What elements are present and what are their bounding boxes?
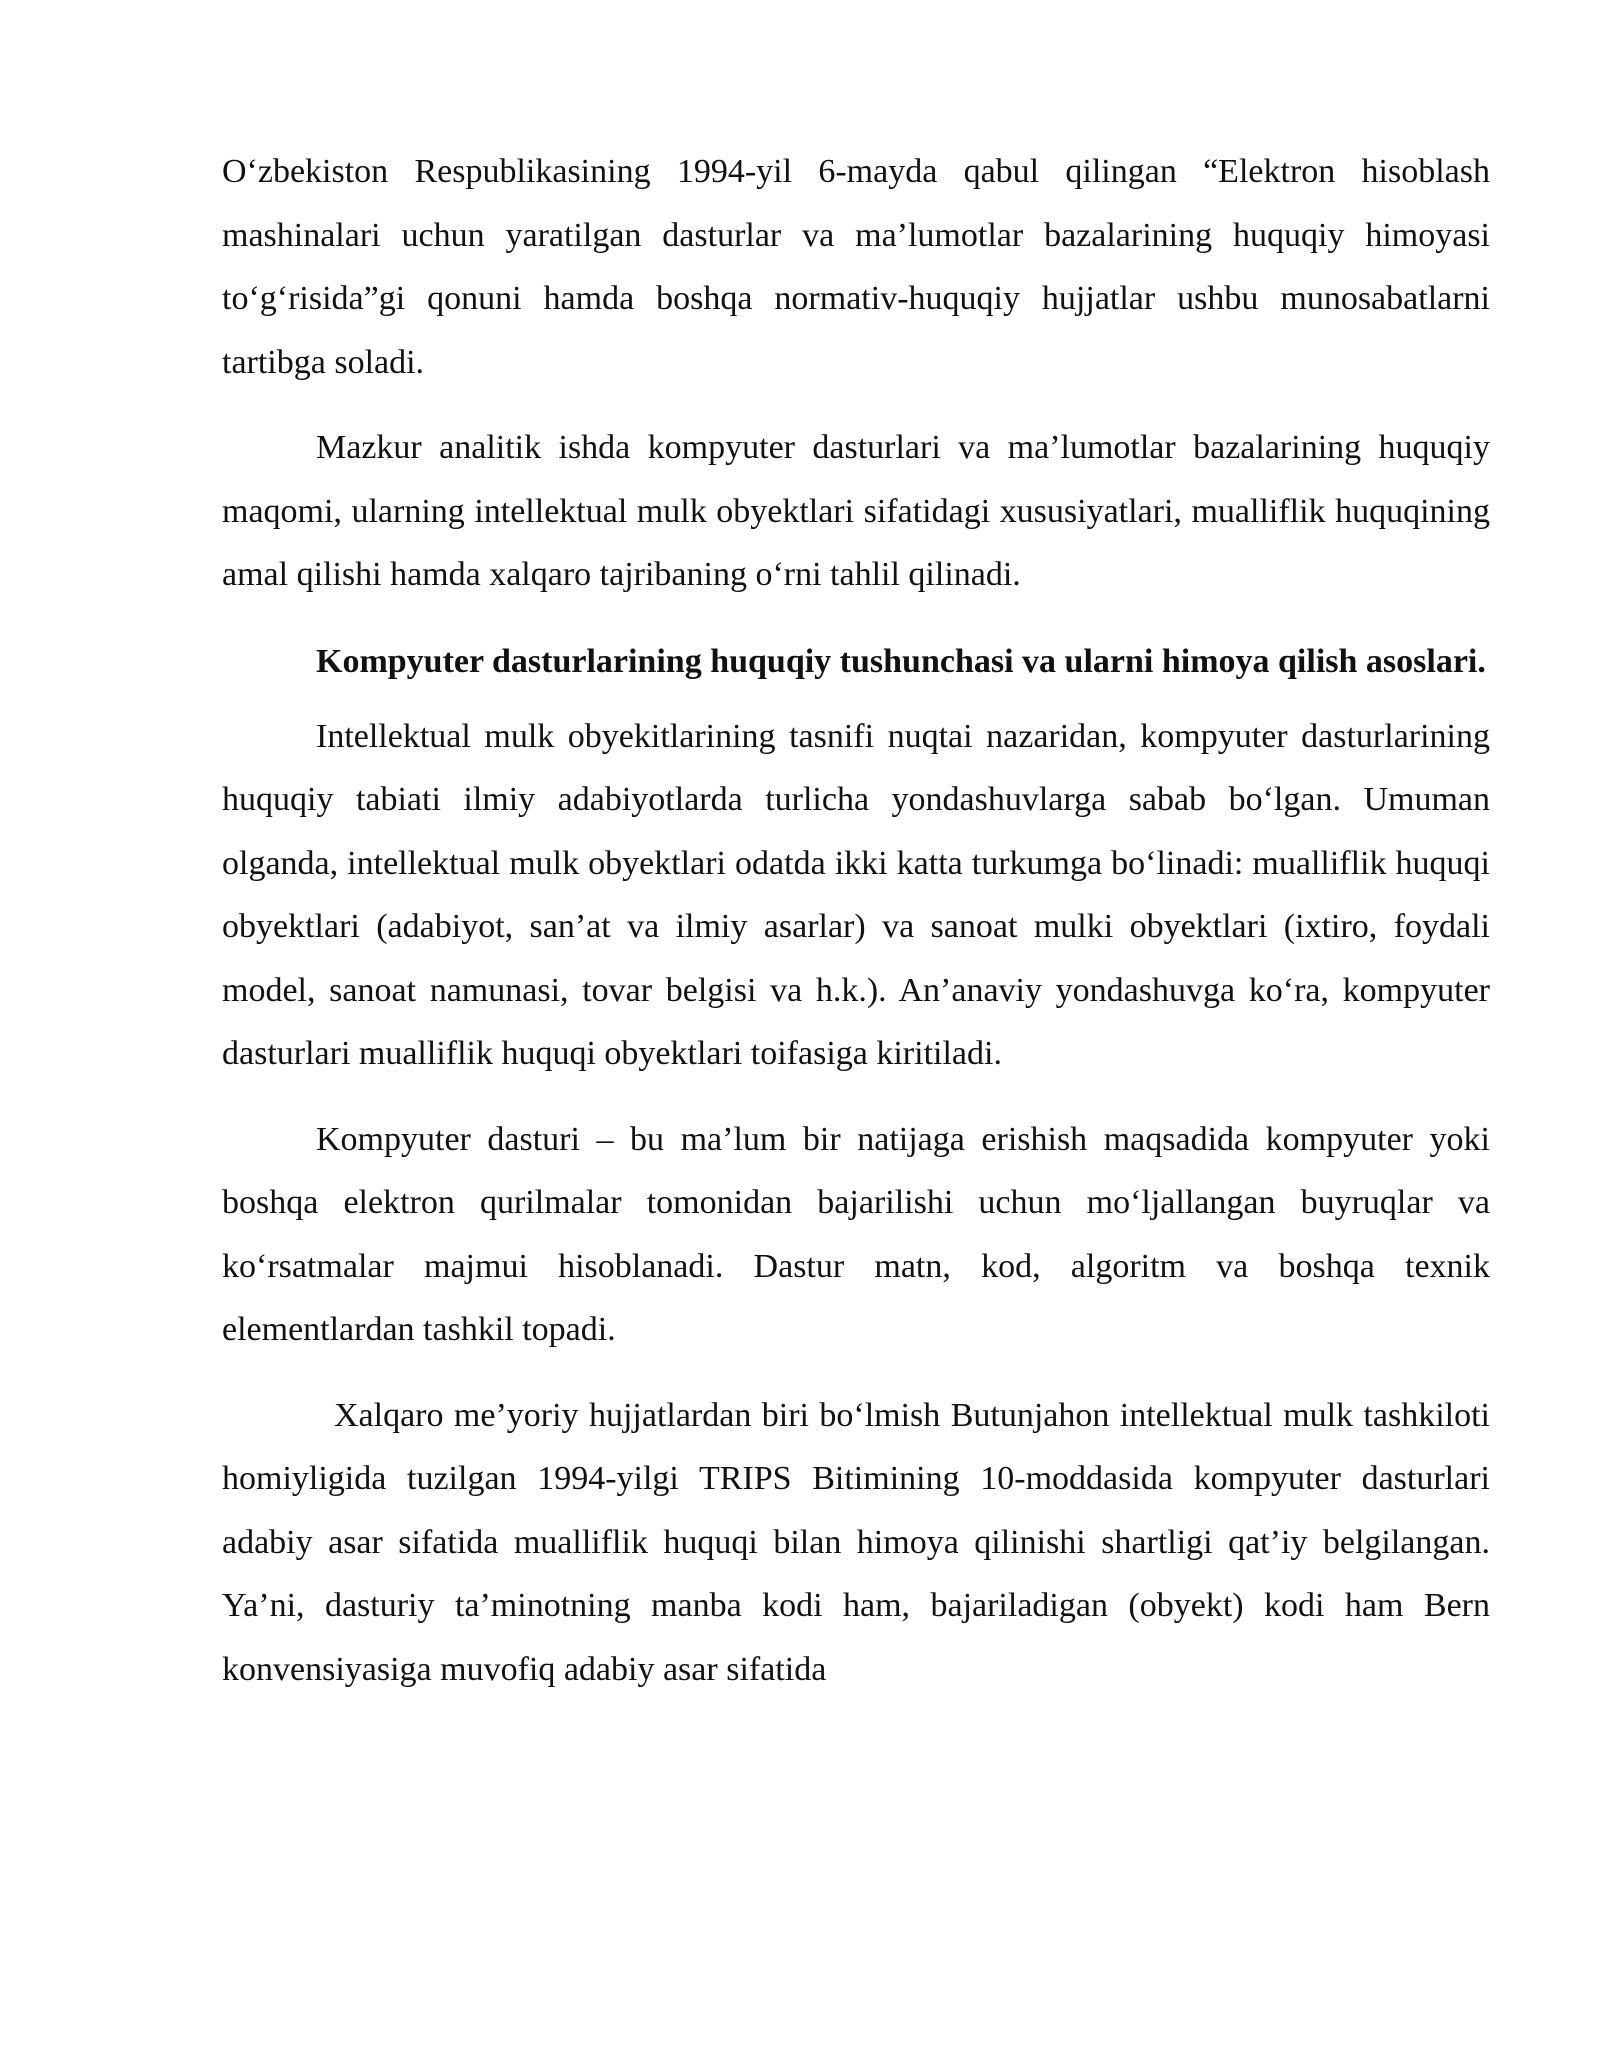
paragraph-law-reference: O‘zbekiston Respublikasining 1994-yil 6-mayda qabul qilingan “Elektron hisoblash mashinalari uchun yaratilgan dasturlar va ma’lumotlar bazalarining huquqiy himoyasi to‘g‘risida”gi qonuni hamda boshqa normativ-huquqiy hujjatlar ushbu munosabatlarni tartibga soladi.	[222, 153, 1490, 381]
paragraph-ip-classification: Intellektual mulk obyekitlarining tasnifi nuqtai nazaridan, kompyuter dasturlarining huquqiy tabiati ilmiy adabiyotlarda turlicha yondashuvlarga sabab bo‘lgan. Umuman olganda, intellektual mulk obyektlari odatda ikki katta turkumga bo‘linadi: mualliflik huquqi obyektlari (adabiyot, san’at va ilmiy asarlar) va sanoat mulki obyektlari (ixtiro, foydali model, sanoat namunasi, tovar belgisi va h.k.). An’anaviy yondashuvga ko‘ra, kompyuter dasturlari mualliflik huquqi obyektlari toifasiga kiritiladi.	[222, 717, 1490, 1072]
paragraph-program-definition: Kompyuter dasturi – bu ma’lum bir natijaga erishish maqsadida kompyuter yoki boshqa elektron qurilmalar tomonidan bajarilishi uchun mo‘ljallangan buyruqlar va ko‘rsatmalar majmui hisoblanadi. Dastur matn, kod, algoritm va boshqa texnik elementlardan tashkil topadi.	[222, 1120, 1490, 1348]
paragraph-trips-agreement: Xalqaro me’yoriy hujjatlardan biri bo‘lmish Butunjahon intellektual mulk tashkiloti homiyligida tuzilgan 1994-yilgi TRIPS Bitimining 10-moddasida kompyuter dasturlari adabiy asar sifatida mualliflik huquqi bilan himoya qilinishi shartligi qat’iy belgilangan. Ya’ni, dasturiy ta’minotning manba kodi ham, bajariladigan (obyekt) kodi ham Bern konvensiyasiga muvofiq adabiy asar sifatida	[222, 1396, 1490, 1688]
document-page	[222, 140, 1490, 1723]
paragraph-analysis-scope: Mazkur analitik ishda kompyuter dasturlari va ma’lumotlar bazalarining huquqiy maqomi, ularning intellektual mulk obyektlari sifatidagi xususiyatlari, mualliflik huquqining amal qilishi hamda xalqaro tajribaning o‘rni tahlil qilinadi.	[222, 429, 1490, 593]
section-heading: Kompyuter dasturlarining huquqiy tushunchasi va ularni himoya qilish asoslari.	[316, 642, 1486, 680]
